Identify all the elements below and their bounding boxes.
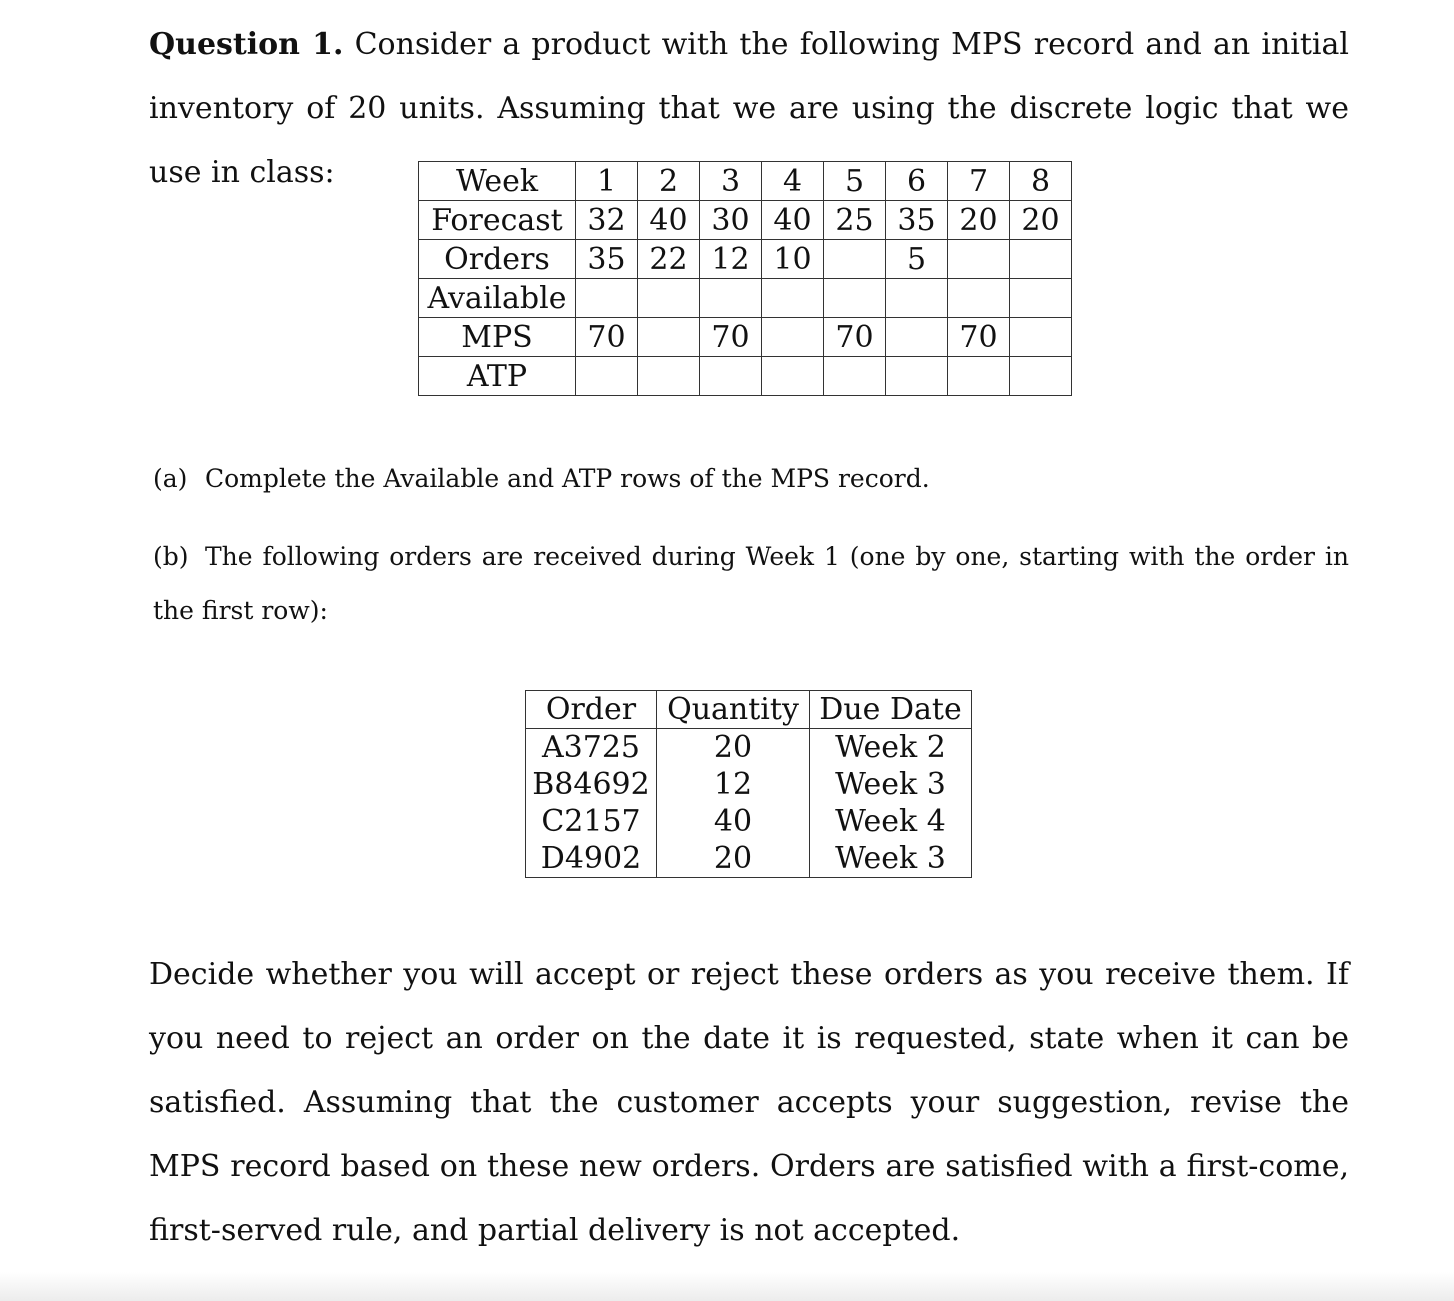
mps-cell (700, 357, 762, 396)
part-b-label: (b) (153, 542, 189, 571)
mps-cell: 32 (576, 201, 638, 240)
orders-cell: 12 (657, 766, 810, 803)
mps-cell (576, 279, 638, 318)
mps-cell: 20 (1010, 201, 1072, 240)
mps-cell (1010, 240, 1072, 279)
mps-cell (638, 357, 700, 396)
orders-cell: B84692 (526, 766, 657, 803)
mps-cell (824, 357, 886, 396)
mps-cell (700, 279, 762, 318)
mps-cell: 12 (700, 240, 762, 279)
orders-cell: Week 3 (810, 766, 972, 803)
mps-cell: 1 (576, 162, 638, 201)
mps-row-label: Available (419, 279, 576, 318)
mps-cell (824, 279, 886, 318)
mps-cell (762, 318, 824, 357)
orders-header-cell: Order (526, 691, 657, 729)
orders-cell: 20 (657, 840, 810, 878)
mps-cell (948, 279, 1010, 318)
mps-cell (638, 318, 700, 357)
mps-cell: 70 (948, 318, 1010, 357)
part-a (153, 452, 1349, 506)
mps-cell (762, 357, 824, 396)
mps-cell: 8 (1010, 162, 1072, 201)
mps-record-table (418, 161, 1072, 396)
mps-cell (886, 357, 948, 396)
mps-cell: 2 (638, 162, 700, 201)
mps-cell: 70 (576, 318, 638, 357)
mps-row-label: ATP (419, 357, 576, 396)
mps-cell: 4 (762, 162, 824, 201)
mps-cell (948, 357, 1010, 396)
orders-row (526, 803, 972, 840)
orders-header-row (526, 691, 972, 729)
page-bottom-edge (0, 1272, 1454, 1301)
orders-cell: 20 (657, 729, 810, 767)
mps-row-label: Week (419, 162, 576, 201)
instructions-text: Decide whether you will accept or reject these orders as you receive them. If you need to reject an order on the date it is requested, state when it can be satisfied. Assuming that the customer accepts your suggestion, revise the MPS record based on these new orders. Orders are satisfied with a first-come, first-served rule, and partial delivery is not accepted. (149, 957, 1349, 1248)
mps-row-forecast (419, 201, 1072, 240)
mps-cell (1010, 357, 1072, 396)
part-a-text: Complete the Available and ATP rows of the MPS record. (205, 464, 930, 493)
orders-row (526, 729, 972, 767)
mps-cell: 20 (948, 201, 1010, 240)
mps-cell (638, 279, 700, 318)
mps-cell: 70 (824, 318, 886, 357)
orders-cell: Week 4 (810, 803, 972, 840)
mps-cell (824, 240, 886, 279)
mps-cell: 30 (700, 201, 762, 240)
mps-cell: 22 (638, 240, 700, 279)
orders-cell: Week 2 (810, 729, 972, 767)
mps-cell: 70 (700, 318, 762, 357)
part-b (153, 530, 1349, 638)
orders-row (526, 766, 972, 803)
mps-cell: 40 (762, 201, 824, 240)
mps-cell (948, 240, 1010, 279)
question-body: Consider a product with the following MPS record and an initial inventory of 20 units. Assuming that we are using the discrete logic that we use in class: (149, 27, 1349, 190)
orders-cell: C2157 (526, 803, 657, 840)
question-label: Question 1. (149, 27, 344, 62)
orders-header-cell: Due Date (810, 691, 972, 729)
mps-cell: 7 (948, 162, 1010, 201)
mps-cell: 3 (700, 162, 762, 201)
mps-row-label: Forecast (419, 201, 576, 240)
mps-cell: 5 (886, 240, 948, 279)
mps-row-orders (419, 240, 1072, 279)
mps-cell (886, 279, 948, 318)
mps-cell: 5 (824, 162, 886, 201)
mps-cell: 35 (886, 201, 948, 240)
mps-cell (886, 318, 948, 357)
mps-cell: 35 (576, 240, 638, 279)
mps-row-mps (419, 318, 1072, 357)
mps-cell: 6 (886, 162, 948, 201)
orders-cell: 40 (657, 803, 810, 840)
mps-cell (1010, 318, 1072, 357)
mps-row-label: MPS (419, 318, 576, 357)
orders-header-cell: Quantity (657, 691, 810, 729)
part-a-label: (a) (153, 464, 188, 493)
orders-cell: D4902 (526, 840, 657, 878)
part-b-text: The following orders are received during Week 1 (one by one, starting with the order in the first row): (153, 542, 1349, 625)
orders-cell: Week 3 (810, 840, 972, 878)
mps-row-label: Orders (419, 240, 576, 279)
orders-table (525, 690, 972, 878)
mps-row-atp (419, 357, 1072, 396)
orders-row (526, 840, 972, 878)
orders-cell: A3725 (526, 729, 657, 767)
mps-row-week (419, 162, 1072, 201)
mps-cell (576, 357, 638, 396)
mps-row-available (419, 279, 1072, 318)
mps-cell: 25 (824, 201, 886, 240)
mps-cell: 10 (762, 240, 824, 279)
mps-cell (1010, 279, 1072, 318)
mps-cell (762, 279, 824, 318)
mps-cell: 40 (638, 201, 700, 240)
